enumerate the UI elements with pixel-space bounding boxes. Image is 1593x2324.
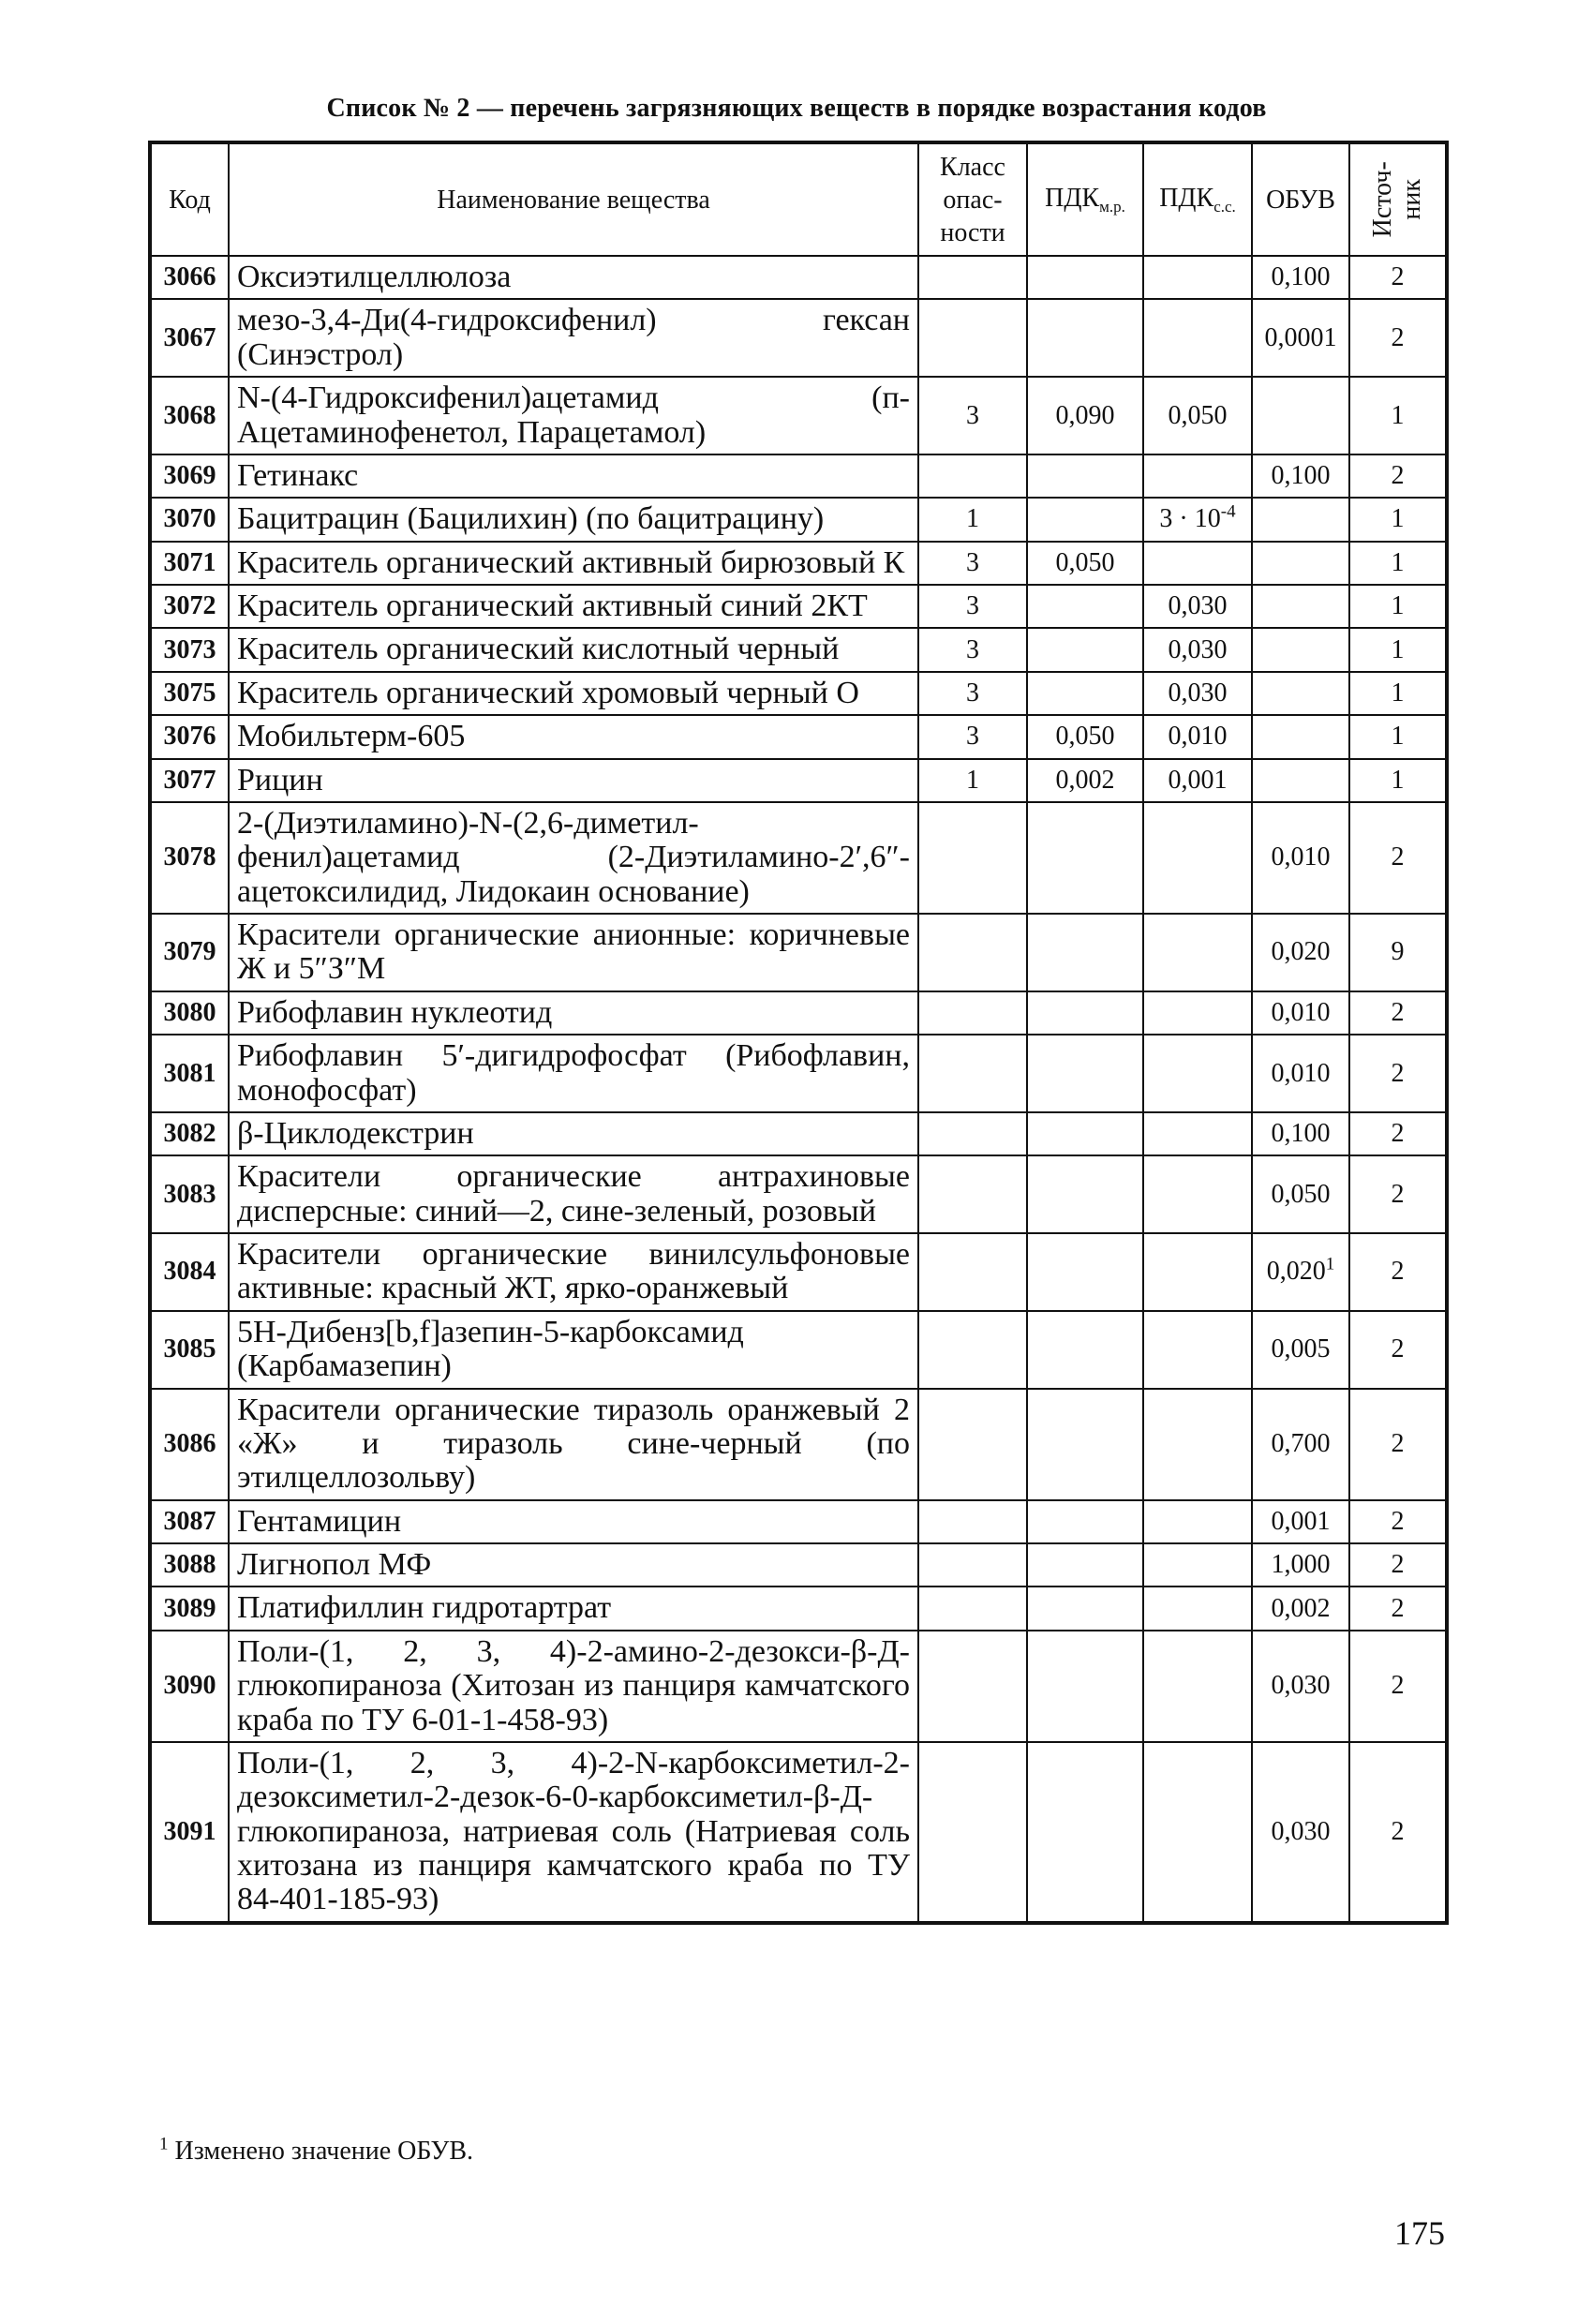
- cell-code: 3076: [150, 715, 229, 758]
- cell-substance-name: Платифиллин гидротартрат: [229, 1587, 918, 1630]
- header-code: Код: [150, 142, 229, 256]
- header-pdk-ss-sub: с.с.: [1213, 198, 1236, 216]
- table-row: [150, 1155, 1447, 1233]
- cell-source: 1: [1349, 759, 1447, 802]
- cell-code: 3090: [150, 1631, 229, 1742]
- header-pdk-ss: $ПДК_{с.с.}$: [1143, 142, 1252, 256]
- cell-pdk-ss: [1143, 802, 1252, 914]
- cell-source: 2: [1349, 1587, 1447, 1630]
- footnote: [159, 2134, 473, 2167]
- cell-hazard-class: 1: [918, 759, 1027, 802]
- cell-hazard-class: [918, 1035, 1027, 1112]
- header-obuv: ОБУВ: [1252, 142, 1349, 256]
- cell-substance-name: Рибофлавин нуклеотид: [229, 991, 918, 1035]
- cell-hazard-class: [918, 1389, 1027, 1500]
- cell-code: 3087: [150, 1500, 229, 1543]
- cell-obuv: 0,100: [1252, 1112, 1349, 1155]
- cell-pdk-ss: [1143, 256, 1252, 299]
- cell-pdk-ss: [1143, 542, 1252, 585]
- cell-pdk-ss: 0,010: [1143, 715, 1252, 758]
- table-row: [150, 542, 1447, 585]
- cell-code: 3080: [150, 991, 229, 1035]
- cell-code: 3082: [150, 1112, 229, 1155]
- cell-pdk-mr: [1027, 1587, 1143, 1630]
- cell-source: 2: [1349, 256, 1447, 299]
- cell-obuv: [1252, 585, 1349, 628]
- cell-hazard-class: [918, 1543, 1027, 1587]
- cell-code: 3079: [150, 914, 229, 991]
- cell-hazard-class: [918, 914, 1027, 991]
- cell-code: 3089: [150, 1587, 229, 1630]
- cell-source: 2: [1349, 1631, 1447, 1742]
- cell-code: 3077: [150, 759, 229, 802]
- cell-code: 3069: [150, 454, 229, 498]
- cell-hazard-class: 3: [918, 672, 1027, 715]
- cell-code: 3072: [150, 585, 229, 628]
- cell-substance-name: Поли-(1, 2, 3, 4)-2-амино-2-дезокси-β-Д-глюкопираноза (Хитозан из панциря камчатского краба по ТУ 6-01-1-458-93): [229, 1631, 918, 1742]
- cell-substance-name: Рибофлавин 5′-дигидрофосфат (Рибофлавин, монофосфат): [229, 1035, 918, 1112]
- cell-code: 3091: [150, 1742, 229, 1923]
- cell-pdk-mr: [1027, 585, 1143, 628]
- cell-pdk-ss: [1143, 454, 1252, 498]
- cell-code: 3068: [150, 377, 229, 454]
- cell-hazard-class: [918, 1587, 1027, 1630]
- cell-source: 1: [1349, 628, 1447, 671]
- cell-source: 2: [1349, 1155, 1447, 1233]
- cell-pdk-ss: [1143, 1233, 1252, 1311]
- cell-pdk-mr: [1027, 672, 1143, 715]
- table-row: [150, 1112, 1447, 1155]
- header-source-line: ник: [1396, 178, 1426, 220]
- cell-code: 3071: [150, 542, 229, 585]
- table-row: [150, 715, 1447, 758]
- cell-source: 2: [1349, 1233, 1447, 1311]
- cell-obuv: [1252, 377, 1349, 454]
- cell-source: 2: [1349, 1500, 1447, 1543]
- table-row: [150, 1233, 1447, 1311]
- cell-pdk-mr: [1027, 1742, 1143, 1923]
- cell-hazard-class: [918, 1112, 1027, 1155]
- cell-pdk-ss: 0,030: [1143, 628, 1252, 671]
- cell-obuv: 0,010: [1252, 991, 1349, 1035]
- table-row: [150, 1035, 1447, 1112]
- page-title: Список № 2 — перечень загрязняющих веществ в порядке возрастания кодов: [326, 94, 1267, 123]
- cell-obuv: 0,010: [1252, 802, 1349, 914]
- cell-source: 1: [1349, 715, 1447, 758]
- cell-code: 3075: [150, 672, 229, 715]
- pollutants-table: [148, 141, 1449, 1925]
- cell-pdk-mr: [1027, 1155, 1143, 1233]
- cell-pdk-mr: [1027, 1500, 1143, 1543]
- cell-pdk-ss: $3 \cdot 10^{-4}$: [1143, 498, 1252, 541]
- cell-code: 3088: [150, 1543, 229, 1587]
- cell-pdk-mr: [1027, 454, 1143, 498]
- cell-substance-name: 5H-Дибенз[b,f]азепин-5-карбоксамид (Карбамазепин): [229, 1311, 918, 1389]
- cell-substance-name: мезо-3,4-Ди(4-гидроксифенил) гексан (Синэстрол): [229, 299, 918, 377]
- cell-hazard-class: 3: [918, 715, 1027, 758]
- superscript: -4: [1220, 502, 1236, 523]
- cell-pdk-ss: [1143, 1631, 1252, 1742]
- cell-code: 3083: [150, 1155, 229, 1233]
- cell-pdk-ss: 0,030: [1143, 585, 1252, 628]
- table-row: [150, 498, 1447, 541]
- cell-code: 3066: [150, 256, 229, 299]
- cell-code: 3084: [150, 1233, 229, 1311]
- cell-pdk-mr: [1027, 802, 1143, 914]
- cell-pdk-ss: 0,050: [1143, 377, 1252, 454]
- table-row: [150, 1311, 1447, 1389]
- cell-pdk-ss: [1143, 299, 1252, 377]
- cell-source: 2: [1349, 1311, 1447, 1389]
- cell-obuv: [1252, 498, 1349, 541]
- cell-pdk-ss: [1143, 1500, 1252, 1543]
- cell-source: 1: [1349, 498, 1447, 541]
- cell-substance-name: Красители органические антрахиновые дисперсные: синий—2, сине-зеленый, розовый: [229, 1155, 918, 1233]
- cell-source: 2: [1349, 1035, 1447, 1112]
- cell-substance-name: 2-(Диэтиламино)-N-(2,6-диметил-фенил)ацетамид (2-Диэтиламино-2′,6″-ацетоксилидид, Лидокаин основание): [229, 802, 918, 914]
- header-pdk-mr-sub: м.р.: [1099, 198, 1125, 216]
- cell-pdk-mr: [1027, 1543, 1143, 1587]
- table-row: [150, 1500, 1447, 1543]
- cell-obuv: 0,030: [1252, 1631, 1349, 1742]
- cell-substance-name: Краситель органический активный синий 2КТ: [229, 585, 918, 628]
- cell-source: 2: [1349, 802, 1447, 914]
- cell-source: 1: [1349, 585, 1447, 628]
- cell-source: 2: [1349, 1742, 1447, 1923]
- cell-hazard-class: 1: [918, 498, 1027, 541]
- cell-pdk-ss: [1143, 1035, 1252, 1112]
- table-row: [150, 628, 1447, 671]
- cell-obuv: 0,050: [1252, 1155, 1349, 1233]
- cell-obuv: [1252, 715, 1349, 758]
- cell-obuv: 0,0001: [1252, 299, 1349, 377]
- cell-pdk-mr: [1027, 1311, 1143, 1389]
- cell-pdk-mr: 0,002: [1027, 759, 1143, 802]
- cell-pdk-mr: [1027, 1233, 1143, 1311]
- cell-substance-name: N-(4-Гидроксифенил)ацетамид (п-Ацетаминофенетол, Парацетамол): [229, 377, 918, 454]
- cell-code: 3086: [150, 1389, 229, 1500]
- cell-pdk-mr: [1027, 299, 1143, 377]
- cell-source: 1: [1349, 377, 1447, 454]
- cell-obuv: [1252, 542, 1349, 585]
- cell-code: 3067: [150, 299, 229, 377]
- cell-pdk-mr: [1027, 914, 1143, 991]
- header-source-line: Источ-: [1367, 160, 1397, 237]
- cell-pdk-ss: [1143, 1155, 1252, 1233]
- cell-source: 2: [1349, 299, 1447, 377]
- superscript: 1: [1325, 1255, 1335, 1275]
- table-row: [150, 672, 1447, 715]
- cell-obuv: 0,700: [1252, 1389, 1349, 1500]
- cell-substance-name: Красители органические тиразоль оранжевый 2 «Ж» и тиразоль сине-черный (по этилцеллозольву): [229, 1389, 918, 1500]
- header-class-line: Класс: [940, 152, 1005, 182]
- cell-obuv: 0,005: [1252, 1311, 1349, 1389]
- cell-obuv: 0,100: [1252, 256, 1349, 299]
- table-row: [150, 1631, 1447, 1742]
- cell-substance-name: Красители органические винилсульфоновые активные: красный ЖТ, ярко-оранжевый: [229, 1233, 918, 1311]
- header-pdk-mr: $ПДК_{м.р.}$: [1027, 142, 1143, 256]
- cell-obuv: 0,030: [1252, 1742, 1349, 1923]
- cell-obuv: 0,020: [1252, 914, 1349, 991]
- header-class-line: ности: [940, 217, 1005, 247]
- cell-substance-name: β-Циклодекстрин: [229, 1112, 918, 1155]
- page-number: 175: [1394, 2214, 1445, 2252]
- footnote-text: Изменено значение ОБУВ.: [168, 2137, 473, 2166]
- cell-source: 2: [1349, 991, 1447, 1035]
- cell-substance-name: Красители органические анионные: коричневые Ж и 5″З″М: [229, 914, 918, 991]
- header-name: Наименование вещества: [229, 142, 918, 256]
- cell-pdk-ss: [1143, 991, 1252, 1035]
- cell-substance-name: Краситель органический хромовый черный О: [229, 672, 918, 715]
- cell-pdk-mr: [1027, 256, 1143, 299]
- cell-pdk-ss: 0,001: [1143, 759, 1252, 802]
- table-row: [150, 377, 1447, 454]
- cell-hazard-class: [918, 1311, 1027, 1389]
- cell-pdk-mr: [1027, 1035, 1143, 1112]
- cell-source: 1: [1349, 542, 1447, 585]
- cell-source: 2: [1349, 1543, 1447, 1587]
- table-header-row: [150, 142, 1447, 256]
- cell-pdk-ss: [1143, 914, 1252, 991]
- cell-pdk-ss: [1143, 1742, 1252, 1923]
- cell-hazard-class: 3: [918, 628, 1027, 671]
- cell-pdk-mr: [1027, 1631, 1143, 1742]
- header-hazard-class: [918, 142, 1027, 256]
- cell-obuv: 1,000: [1252, 1543, 1349, 1587]
- cell-substance-name: Поли-(1, 2, 3, 4)-2-N-карбоксиметил-2-дезоксиметил-2-дезок-6-0-карбоксиметил-β-Д-глюкопираноза, натриевая соль (Натриевая соль хитозана из панциря камчатского краба по ТУ 84-401-185-93): [229, 1742, 918, 1923]
- cell-hazard-class: [918, 299, 1027, 377]
- cell-code: 3081: [150, 1035, 229, 1112]
- cell-obuv: 0,002: [1252, 1587, 1349, 1630]
- cell-source: 2: [1349, 1112, 1447, 1155]
- cell-hazard-class: [918, 991, 1027, 1035]
- cell-pdk-ss: [1143, 1389, 1252, 1500]
- cell-hazard-class: [918, 454, 1027, 498]
- cell-obuv: 0,001: [1252, 1500, 1349, 1543]
- cell-substance-name: Оксиэтилцеллюлоза: [229, 256, 918, 299]
- cell-pdk-ss: [1143, 1587, 1252, 1630]
- cell-hazard-class: [918, 1233, 1027, 1311]
- cell-source: 1: [1349, 672, 1447, 715]
- cell-hazard-class: [918, 1631, 1027, 1742]
- cell-hazard-class: 3: [918, 542, 1027, 585]
- cell-hazard-class: [918, 1742, 1027, 1923]
- table-row: [150, 1543, 1447, 1587]
- cell-hazard-class: [918, 256, 1027, 299]
- cell-pdk-ss: [1143, 1311, 1252, 1389]
- cell-pdk-ss: [1143, 1112, 1252, 1155]
- table-row: [150, 1389, 1447, 1500]
- cell-hazard-class: 3: [918, 377, 1027, 454]
- cell-substance-name: Мобильтерм-605: [229, 715, 918, 758]
- cell-source: 2: [1349, 1389, 1447, 1500]
- cell-hazard-class: [918, 1500, 1027, 1543]
- cell-pdk-mr: [1027, 628, 1143, 671]
- cell-pdk-mr: [1027, 1112, 1143, 1155]
- cell-obuv: [1252, 672, 1349, 715]
- cell-hazard-class: 3: [918, 585, 1027, 628]
- cell-pdk-mr: 0,050: [1027, 542, 1143, 585]
- cell-substance-name: Рицин: [229, 759, 918, 802]
- cell-substance-name: Бацитрацин (Бацилихин) (по бацитрацину): [229, 498, 918, 541]
- cell-source: 2: [1349, 454, 1447, 498]
- cell-pdk-mr: 0,050: [1027, 715, 1143, 758]
- cell-hazard-class: [918, 1155, 1027, 1233]
- table-row: [150, 991, 1447, 1035]
- table-row: [150, 914, 1447, 991]
- header-source: [1349, 142, 1447, 256]
- cell-obuv: 0,020$^1$: [1252, 1233, 1349, 1311]
- table-row: [150, 759, 1447, 802]
- cell-substance-name: Лигнопол МФ: [229, 1543, 918, 1587]
- cell-obuv: 0,100: [1252, 454, 1349, 498]
- cell-code: 3085: [150, 1311, 229, 1389]
- footnote-mark: 1: [159, 2134, 169, 2154]
- table-row: [150, 802, 1447, 914]
- cell-pdk-mr: [1027, 991, 1143, 1035]
- table-row: [150, 1587, 1447, 1630]
- cell-pdk-mr: [1027, 1389, 1143, 1500]
- cell-obuv: [1252, 628, 1349, 671]
- cell-pdk-ss: [1143, 1543, 1252, 1587]
- cell-substance-name: Гентамицин: [229, 1500, 918, 1543]
- cell-substance-name: Краситель органический кислотный черный: [229, 628, 918, 671]
- cell-obuv: 0,010: [1252, 1035, 1349, 1112]
- table-row: [150, 1742, 1447, 1923]
- table-row: [150, 256, 1447, 299]
- cell-source: 9: [1349, 914, 1447, 991]
- table-row: [150, 585, 1447, 628]
- cell-hazard-class: [918, 802, 1027, 914]
- header-class-line: опас-: [943, 185, 1003, 215]
- table-row: [150, 454, 1447, 498]
- cell-pdk-mr: 0,090: [1027, 377, 1143, 454]
- cell-substance-name: Краситель органический активный бирюзовый К: [229, 542, 918, 585]
- cell-pdk-mr: [1027, 498, 1143, 541]
- cell-pdk-ss: 0,030: [1143, 672, 1252, 715]
- cell-code: 3070: [150, 498, 229, 541]
- cell-code: 3078: [150, 802, 229, 914]
- cell-substance-name: Гетинакс: [229, 454, 918, 498]
- cell-obuv: [1252, 759, 1349, 802]
- table-row: [150, 299, 1447, 377]
- cell-code: 3073: [150, 628, 229, 671]
